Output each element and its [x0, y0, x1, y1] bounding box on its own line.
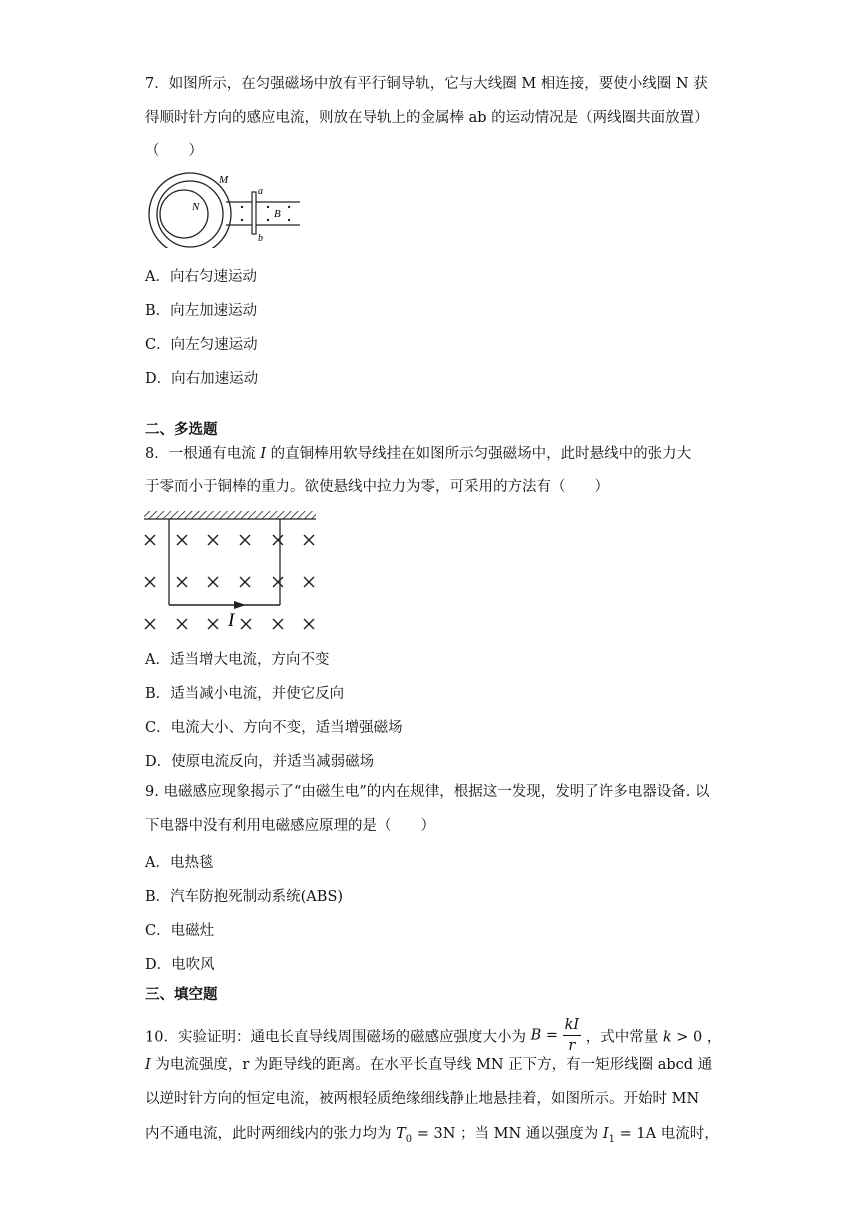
field-cross [304, 535, 314, 545]
q7-line-1: 7．如图所示，在匀强磁场中放有平行铜导轨，它与大线圈 M 相连接，要使小线圈 N 获 [145, 76, 708, 92]
field-b-label: B [274, 208, 281, 220]
formula-i1: $I_1 = 1A$ [602, 1126, 657, 1145]
q9-option-a[interactable]: A．电热毯 [145, 855, 214, 871]
q10-line-1: 10．实验证明：通电长直导线周围磁场的磁感应强度大小为 B = $\frac{kI}{r}$ ，式中常量 k > 0 ， [145, 1017, 722, 1054]
formula-t0: $T_0 = 3N$ [396, 1126, 456, 1145]
q7-option-d[interactable]: D．向右加速运动 [145, 371, 259, 387]
q8-option-c[interactable]: C．电流大小、方向不变，适当增强磁场 [145, 720, 403, 736]
q7-option-a[interactable]: A．向右匀速运动 [145, 269, 257, 285]
field-cross [208, 577, 218, 587]
q7-line-3: （ ） [145, 143, 203, 159]
q7-figure [140, 170, 310, 248]
q10-line-3: 以逆时针方向的恒定电流，被两根轻质绝缘细线静止地悬挂着，如图所示。开始时 MN [145, 1091, 700, 1107]
field-cross [273, 535, 283, 545]
formula-k: k > 0 [662, 1029, 703, 1046]
field-cross [240, 577, 250, 587]
current-i-label: I [228, 610, 235, 631]
q9-option-c[interactable]: C．电磁灶 [145, 923, 215, 939]
field-cross [240, 535, 250, 545]
q9-option-b[interactable]: B．汽车防抱死制动系统(ABS) [145, 889, 344, 905]
field-cross [145, 619, 155, 629]
coil-m-label: M [219, 174, 229, 186]
section-heading-fill: 三、填空题 [145, 987, 218, 1003]
rod-a-label: a [258, 186, 263, 197]
field-cross [304, 619, 314, 629]
field-cross [145, 577, 155, 587]
field-cross [177, 535, 187, 545]
section-heading-multi: 二、多选题 [145, 422, 218, 438]
rod-b-label: b [258, 233, 263, 244]
field-cross [208, 619, 218, 629]
field-cross [177, 619, 187, 629]
q8-figure [138, 508, 323, 634]
field-cross [273, 577, 283, 587]
q7-option-c[interactable]: C．向左匀速运动 [145, 337, 258, 353]
field-cross [208, 535, 218, 545]
q9-line-2: 下电器中没有利用电磁感应原理的是（ ） [145, 818, 435, 834]
q10-line-2: I 为电流强度，r 为距导线的距离。在水平长直导线 MN 正下方，有一矩形线圈 abcd 通 [145, 1057, 713, 1073]
q8-option-a[interactable]: A．适当增大电流，方向不变 [145, 652, 330, 668]
field-cross [304, 577, 314, 587]
field-cross [273, 619, 283, 629]
q7-option-b[interactable]: B．向左加速运动 [145, 303, 258, 319]
q8-line-1: 8．一根通有电流 I 的直铜棒用软导线挂在如图所示匀强磁场中，此时悬线中的张力大 [145, 446, 692, 462]
field-cross [177, 577, 187, 587]
q7-line-2: 得顺时针方向的感应电流，则放在导轨上的金属棒 ab 的运动情况是（两线圈共面放置） [145, 110, 709, 126]
q8-line-2: 于零而小于铜棒的重力。欲使悬线中拉力为零，可采用的方法有（ ） [145, 479, 609, 495]
formula-b: B = $\frac{kI}{r}$ [530, 1017, 580, 1054]
q9-option-d[interactable]: D．电吹风 [145, 957, 215, 973]
q9-line-1: 9. 电磁感应现象揭示了“由磁生电”的内在规律，根据这一发现，发明了许多电器设备. 以 [145, 784, 710, 800]
field-cross [145, 535, 155, 545]
field-cross [241, 619, 251, 629]
coil-n-label: N [192, 201, 200, 213]
q8-option-b[interactable]: B．适当减小电流，并使它反向 [145, 686, 345, 702]
q8-option-d[interactable]: D．使原电流反向，并适当减弱磁场 [145, 754, 375, 770]
q10-line-4: 内不通电流，此时两细线内的张力均为 $T_0 = 3N$ ；当 MN 通以强度为 $I_1 = 1A$ 电流时， [145, 1126, 719, 1145]
